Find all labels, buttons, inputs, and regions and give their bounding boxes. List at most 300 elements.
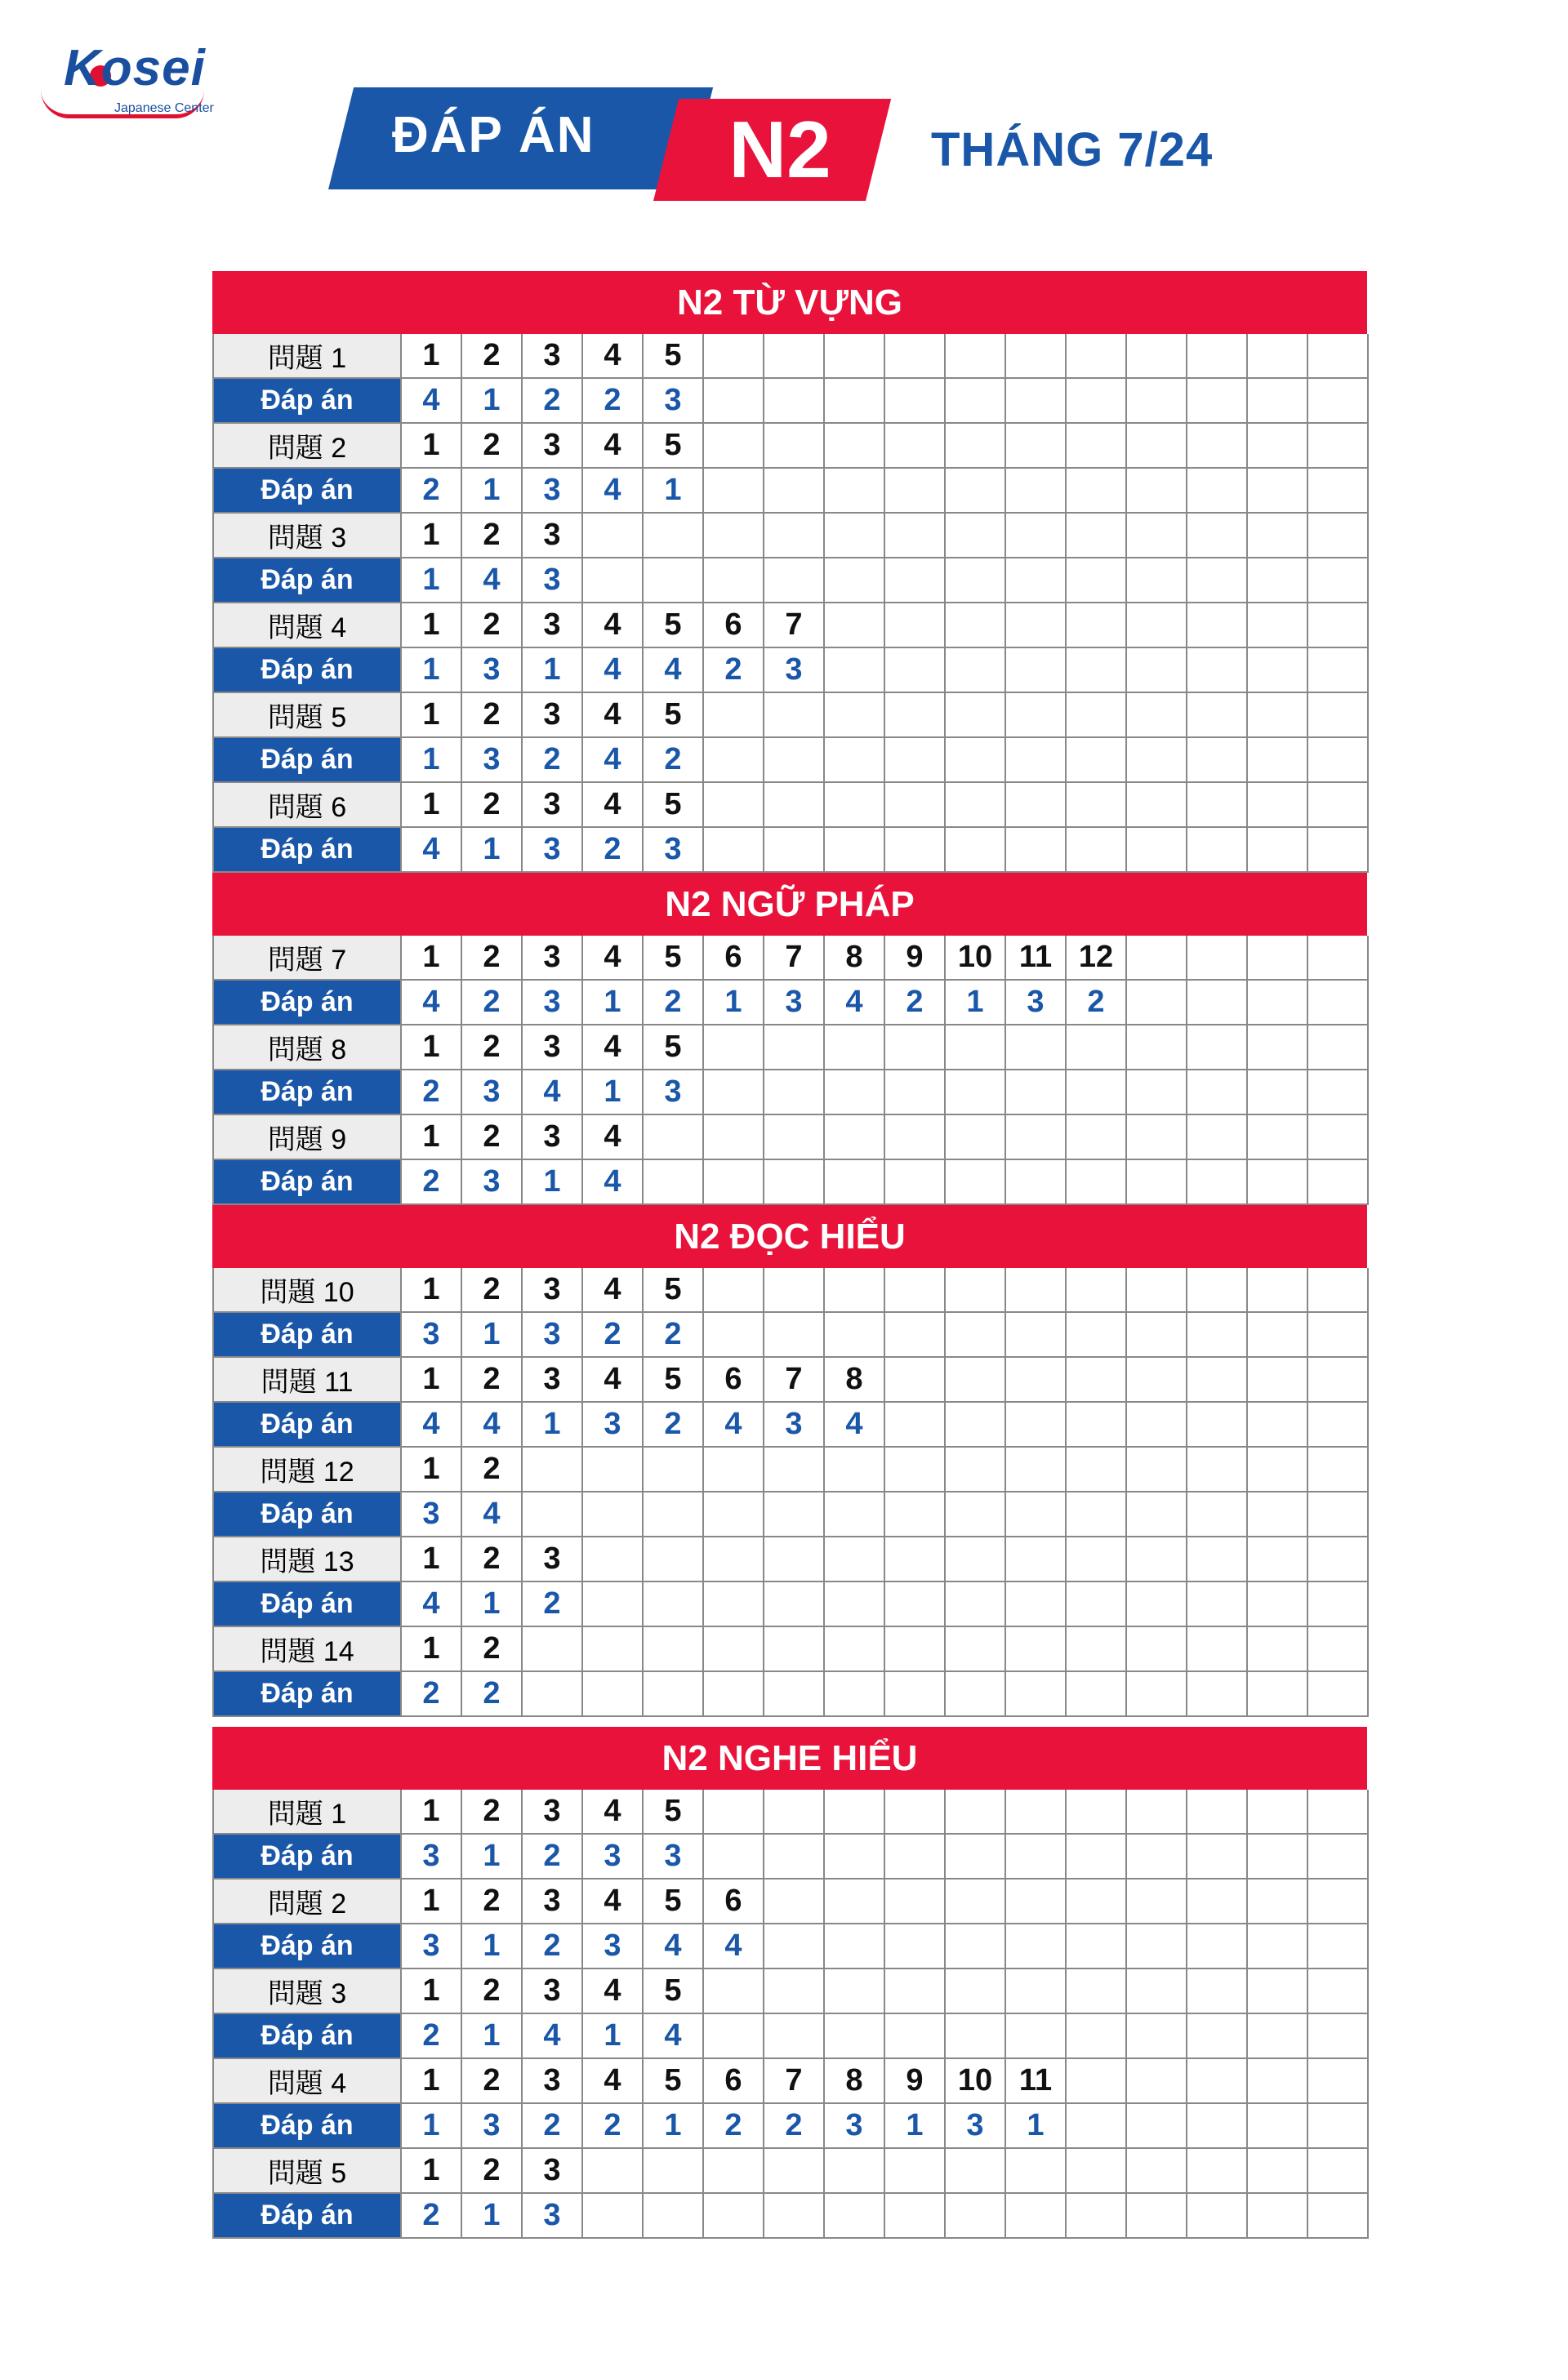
answer-cell [764, 1835, 825, 1880]
question-number-cell [1067, 2149, 1127, 2194]
answer-cell: 4 [523, 2014, 583, 2059]
question-number-cell [1187, 603, 1248, 648]
answer-cell [1248, 1924, 1308, 1969]
answer-cell [1006, 1493, 1067, 1537]
answer-cell: 3 [1006, 981, 1067, 1025]
answer-cell [946, 1493, 1006, 1537]
answer-cell [1006, 1160, 1067, 1205]
question-number-cell [1127, 2149, 1187, 2194]
answer-cell [885, 648, 946, 693]
question-number-cell: 2 [462, 1969, 523, 2014]
question-number-cell [825, 1790, 885, 1835]
answer-cell [704, 738, 764, 783]
answer-cell [1187, 2014, 1248, 2059]
question-number-cell [1248, 1627, 1308, 1672]
answer-cell [1248, 2104, 1308, 2149]
answer-cell [704, 558, 764, 603]
answer-cell [1067, 558, 1127, 603]
question-number-cell [1067, 693, 1127, 738]
question-number-cell: 3 [523, 424, 583, 469]
problem-label: 問題 7 [214, 936, 402, 981]
question-number-cell: 1 [402, 783, 462, 828]
question-number-cell: 1 [402, 1537, 462, 1582]
question-number-cell [644, 1627, 704, 1672]
answer-cell: 4 [644, 1924, 704, 1969]
question-number-cell: 5 [644, 1025, 704, 1070]
question-number-cell [1248, 1115, 1308, 1160]
answer-cell: 1 [523, 1403, 583, 1448]
answer-cell [1127, 1313, 1187, 1358]
answer-cell [1308, 1070, 1369, 1115]
question-number-cell: 1 [402, 2149, 462, 2194]
question-number-cell [1067, 1268, 1127, 1313]
answer-cell: 4 [825, 981, 885, 1025]
question-number-cell [1127, 1880, 1187, 1924]
answer-cell: 1 [462, 1582, 523, 1627]
answer-cell: 1 [402, 738, 462, 783]
answer-cell: 4 [644, 648, 704, 693]
problem-label: 問題 11 [214, 1358, 402, 1403]
answer-cell [1308, 1835, 1369, 1880]
question-number-cell [1308, 2149, 1369, 2194]
question-number-cell [1248, 1448, 1308, 1493]
answer-cell [946, 1924, 1006, 1969]
question-number-cell: 9 [885, 936, 946, 981]
answer-cell [1067, 2104, 1127, 2149]
answer-cell [1127, 648, 1187, 693]
answer-cell: 3 [644, 1835, 704, 1880]
answer-cell [1308, 1672, 1369, 1717]
question-number-cell [1248, 1025, 1308, 1070]
answer-cell [1308, 828, 1369, 873]
answer-cell: 1 [462, 828, 523, 873]
question-number-cell [1187, 1790, 1248, 1835]
answer-cell [1006, 1070, 1067, 1115]
answer-cell [1006, 379, 1067, 424]
answer-cell: 4 [704, 1924, 764, 1969]
answer-cell [1067, 828, 1127, 873]
question-number-cell: 5 [644, 1969, 704, 2014]
answer-label: Đáp án [214, 981, 402, 1025]
question-number-cell [1127, 693, 1187, 738]
answer-cell: 3 [402, 1493, 462, 1537]
question-number-cell [1187, 1448, 1248, 1493]
answer-cell [885, 1493, 946, 1537]
answer-cell [885, 2014, 946, 2059]
question-number-cell [1187, 1969, 1248, 2014]
problem-label: 問題 14 [214, 1627, 402, 1672]
question-number-cell: 3 [523, 1115, 583, 1160]
question-number-cell: 2 [462, 783, 523, 828]
question-number-cell: 1 [402, 603, 462, 648]
problem-label: 問題 12 [214, 1448, 402, 1493]
question-number-cell: 1 [402, 1627, 462, 1672]
answer-cell [825, 1070, 885, 1115]
answer-cell: 3 [583, 1924, 644, 1969]
answer-cell [1127, 1835, 1187, 1880]
answer-cell [946, 2194, 1006, 2239]
question-number-cell: 3 [523, 1537, 583, 1582]
question-number-cell: 5 [644, 1790, 704, 1835]
question-number-cell [1187, 1537, 1248, 1582]
question-number-cell [1187, 783, 1248, 828]
answer-cell [1127, 738, 1187, 783]
question-number-cell [1248, 2059, 1308, 2104]
question-number-cell [885, 1358, 946, 1403]
answer-cell [1067, 1403, 1127, 1448]
question-number-cell [1308, 1880, 1369, 1924]
answer-cell: 4 [583, 738, 644, 783]
question-number-cell [1006, 2149, 1067, 2194]
question-number-cell [1006, 1268, 1067, 1313]
answer-cell [1187, 1403, 1248, 1448]
answer-cell: 3 [402, 1924, 462, 1969]
answer-cell [946, 1672, 1006, 1717]
answer-cell [1248, 1672, 1308, 1717]
answer-cell: 1 [462, 1924, 523, 1969]
question-number-cell [1248, 603, 1308, 648]
question-number-cell [704, 1537, 764, 1582]
question-number-cell: 7 [764, 603, 825, 648]
question-number-cell [1248, 1969, 1308, 2014]
answer-cell [825, 1835, 885, 1880]
answer-cell: 1 [402, 648, 462, 693]
answer-cell [1248, 1313, 1308, 1358]
question-number-cell [1308, 693, 1369, 738]
answer-cell [1067, 1672, 1127, 1717]
question-number-cell: 1 [402, 1880, 462, 1924]
question-number-cell [644, 1115, 704, 1160]
question-number-cell [523, 1627, 583, 1672]
answer-cell [946, 1403, 1006, 1448]
question-number-cell [885, 1268, 946, 1313]
question-number-cell [825, 514, 885, 558]
question-number-cell: 3 [523, 783, 583, 828]
answer-cell [1067, 1070, 1127, 1115]
answer-cell [764, 469, 825, 514]
question-number-cell [946, 1880, 1006, 1924]
answer-cell [1248, 2014, 1308, 2059]
question-number-cell [946, 424, 1006, 469]
question-number-cell [1006, 1627, 1067, 1672]
question-number-cell [1067, 424, 1127, 469]
question-number-cell: 2 [462, 424, 523, 469]
question-number-cell [885, 1537, 946, 1582]
question-number-cell: 5 [644, 334, 704, 379]
answer-cell [946, 738, 1006, 783]
question-number-cell [1006, 424, 1067, 469]
answer-cell [764, 1582, 825, 1627]
question-number-cell [946, 1025, 1006, 1070]
question-number-cell: 4 [583, 334, 644, 379]
question-number-cell [1006, 514, 1067, 558]
answer-cell [764, 379, 825, 424]
answer-cell [946, 558, 1006, 603]
answer-cell: 4 [825, 1403, 885, 1448]
answer-cell [1006, 1313, 1067, 1358]
question-number-cell: 3 [523, 1880, 583, 1924]
answer-cell [764, 2194, 825, 2239]
answer-cell: 2 [402, 469, 462, 514]
question-number-cell [764, 424, 825, 469]
answer-cell: 3 [644, 1070, 704, 1115]
question-number-cell: 4 [583, 1268, 644, 1313]
question-number-cell: 1 [402, 1969, 462, 2014]
answer-cell [1248, 1582, 1308, 1627]
question-number-cell [1067, 514, 1127, 558]
question-number-cell [1187, 424, 1248, 469]
question-number-cell [1187, 1627, 1248, 1672]
question-number-cell [704, 693, 764, 738]
question-number-cell [946, 514, 1006, 558]
question-number-cell: 9 [885, 2059, 946, 2104]
question-number-cell [1308, 783, 1369, 828]
answer-cell [1127, 2014, 1187, 2059]
answer-cell [1248, 1070, 1308, 1115]
question-number-cell: 1 [402, 424, 462, 469]
question-number-cell: 3 [523, 514, 583, 558]
answer-cell [764, 1313, 825, 1358]
answer-cell: 2 [583, 828, 644, 873]
problem-label: 問題 2 [214, 1880, 402, 1924]
question-number-cell: 2 [462, 603, 523, 648]
answer-cell [1067, 1835, 1127, 1880]
answer-cell: 1 [946, 981, 1006, 1025]
answer-cell [1006, 1672, 1067, 1717]
answer-cell [1067, 2194, 1127, 2239]
answer-cell [946, 1070, 1006, 1115]
answer-cell [764, 2014, 825, 2059]
question-number-cell: 4 [583, 2059, 644, 2104]
answer-cell [1187, 558, 1248, 603]
answer-cell [1127, 469, 1187, 514]
question-number-cell [1006, 1790, 1067, 1835]
answer-cell: 2 [523, 1582, 583, 1627]
answer-cell [885, 2194, 946, 2239]
answer-cell: 3 [523, 828, 583, 873]
question-number-cell [885, 603, 946, 648]
answer-cell [1308, 738, 1369, 783]
answer-cell [1067, 379, 1127, 424]
answer-cell: 3 [825, 2104, 885, 2149]
question-number-cell: 2 [462, 1268, 523, 1313]
answer-cell: 3 [946, 2104, 1006, 2149]
question-number-cell [1127, 514, 1187, 558]
question-number-cell [1127, 1537, 1187, 1582]
question-number-cell [1067, 603, 1127, 648]
question-number-cell [946, 2149, 1006, 2194]
answer-cell [1067, 1313, 1127, 1358]
question-number-cell: 2 [462, 2149, 523, 2194]
answer-cell: 3 [583, 1835, 644, 1880]
question-number-cell [1308, 1358, 1369, 1403]
answer-cell: 2 [644, 981, 704, 1025]
answer-cell [1127, 1160, 1187, 1205]
answer-cell [1127, 1403, 1187, 1448]
answer-cell [1127, 558, 1187, 603]
question-number-cell [1006, 603, 1067, 648]
answer-cell: 3 [462, 1070, 523, 1115]
question-number-cell: 2 [462, 1790, 523, 1835]
question-number-cell: 2 [462, 514, 523, 558]
answer-cell [1308, 648, 1369, 693]
answer-label: Đáp án [214, 2104, 402, 2149]
question-number-cell: 3 [523, 603, 583, 648]
answer-cell [1308, 1403, 1369, 1448]
answer-cell [946, 1582, 1006, 1627]
answer-cell [644, 1672, 704, 1717]
answer-label: Đáp án [214, 1672, 402, 1717]
answer-cell: 2 [402, 1070, 462, 1115]
answer-cell [1308, 981, 1369, 1025]
question-number-cell: 7 [764, 1358, 825, 1403]
answer-cell [523, 1493, 583, 1537]
answer-cell [825, 738, 885, 783]
question-number-cell: 1 [402, 514, 462, 558]
question-number-cell: 2 [462, 693, 523, 738]
answer-cell [1006, 1835, 1067, 1880]
answer-cell [704, 1493, 764, 1537]
question-number-cell: 4 [583, 693, 644, 738]
answer-cell [1187, 1160, 1248, 1205]
question-number-cell [1187, 1268, 1248, 1313]
answer-cell: 1 [523, 648, 583, 693]
question-number-cell [946, 1627, 1006, 1672]
question-number-cell [1006, 334, 1067, 379]
question-number-cell [704, 1790, 764, 1835]
question-number-cell [825, 603, 885, 648]
answer-label: Đáp án [214, 469, 402, 514]
question-number-cell: 1 [402, 334, 462, 379]
question-number-cell [583, 2149, 644, 2194]
problem-label: 問題 4 [214, 2059, 402, 2104]
question-number-cell: 5 [644, 1358, 704, 1403]
answer-cell [764, 1672, 825, 1717]
answer-cell [1067, 469, 1127, 514]
answer-cell [1006, 1403, 1067, 1448]
question-number-cell [1006, 1969, 1067, 2014]
question-number-cell: 3 [523, 1969, 583, 2014]
answer-cell: 2 [402, 1160, 462, 1205]
question-number-cell [1248, 936, 1308, 981]
question-number-cell [1127, 1448, 1187, 1493]
answer-cell [583, 2194, 644, 2239]
question-number-cell [764, 1627, 825, 1672]
question-number-cell [885, 1790, 946, 1835]
answer-cell [1248, 2194, 1308, 2239]
question-number-cell: 4 [583, 424, 644, 469]
answer-label: Đáp án [214, 1493, 402, 1537]
question-number-cell [1006, 783, 1067, 828]
answer-cell [885, 1313, 946, 1358]
header-month: THÁNG 7/24 [931, 123, 1214, 176]
question-number-cell: 5 [644, 783, 704, 828]
question-number-cell [1067, 2059, 1127, 2104]
answer-cell: 4 [462, 1403, 523, 1448]
answer-cell: 1 [523, 1160, 583, 1205]
answer-cell: 4 [402, 1582, 462, 1627]
question-number-cell: 12 [1067, 936, 1127, 981]
question-number-cell [764, 1268, 825, 1313]
question-number-cell [885, 424, 946, 469]
question-number-cell [583, 1448, 644, 1493]
answer-cell: 4 [402, 1403, 462, 1448]
question-number-cell [1006, 1537, 1067, 1582]
answer-cell: 2 [704, 648, 764, 693]
question-number-cell: 5 [644, 1880, 704, 1924]
question-number-cell [946, 783, 1006, 828]
answer-cell [1187, 1582, 1248, 1627]
question-number-cell [1248, 1268, 1308, 1313]
question-number-cell [1067, 1790, 1127, 1835]
question-number-cell [885, 334, 946, 379]
answer-cell [1187, 1493, 1248, 1537]
answer-cell [1248, 1403, 1308, 1448]
answer-cell [1248, 738, 1308, 783]
answer-cell [1308, 2194, 1369, 2239]
question-number-cell: 3 [523, 1358, 583, 1403]
answer-cell [1248, 828, 1308, 873]
answer-cell [1187, 2194, 1248, 2239]
answer-cell [946, 379, 1006, 424]
question-number-cell: 5 [644, 424, 704, 469]
answer-cell: 4 [644, 2014, 704, 2059]
question-number-cell [1006, 1025, 1067, 1070]
question-number-cell: 7 [764, 2059, 825, 2104]
answer-cell [1127, 1493, 1187, 1537]
question-number-cell [1127, 334, 1187, 379]
answer-cell: 4 [462, 1493, 523, 1537]
question-number-cell [885, 2149, 946, 2194]
question-number-cell [1248, 424, 1308, 469]
question-number-cell [946, 1115, 1006, 1160]
question-number-cell [1006, 1358, 1067, 1403]
question-number-cell [764, 1448, 825, 1493]
question-number-cell [825, 1880, 885, 1924]
question-number-cell [583, 1537, 644, 1582]
answer-cell: 1 [644, 469, 704, 514]
answer-label: Đáp án [214, 1403, 402, 1448]
answer-cell [1127, 2104, 1187, 2149]
question-number-cell [764, 334, 825, 379]
question-number-cell [825, 2149, 885, 2194]
answer-cell [644, 1160, 704, 1205]
answer-cell [1308, 1493, 1369, 1537]
answer-cell: 3 [462, 648, 523, 693]
answer-cell [1127, 1582, 1187, 1627]
answer-cell [764, 828, 825, 873]
question-number-cell [1127, 1969, 1187, 2014]
question-number-cell [946, 1537, 1006, 1582]
answer-label: Đáp án [214, 379, 402, 424]
question-number-cell [1248, 514, 1308, 558]
answer-cell [825, 1924, 885, 1969]
answer-label: Đáp án [214, 828, 402, 873]
section-title: N2 NGỮ PHÁP [212, 873, 1367, 936]
answer-cell: 3 [523, 469, 583, 514]
question-number-cell: 1 [402, 1448, 462, 1493]
answer-cell [1308, 1313, 1369, 1358]
answer-cell [704, 1070, 764, 1115]
question-number-cell [1127, 1025, 1187, 1070]
question-number-cell: 8 [825, 2059, 885, 2104]
problem-label: 問題 8 [214, 1025, 402, 1070]
question-number-cell: 1 [402, 1790, 462, 1835]
problem-label: 問題 5 [214, 2149, 402, 2194]
answer-cell: 3 [462, 738, 523, 783]
question-number-cell: 2 [462, 1880, 523, 1924]
answer-cell: 1 [704, 981, 764, 1025]
